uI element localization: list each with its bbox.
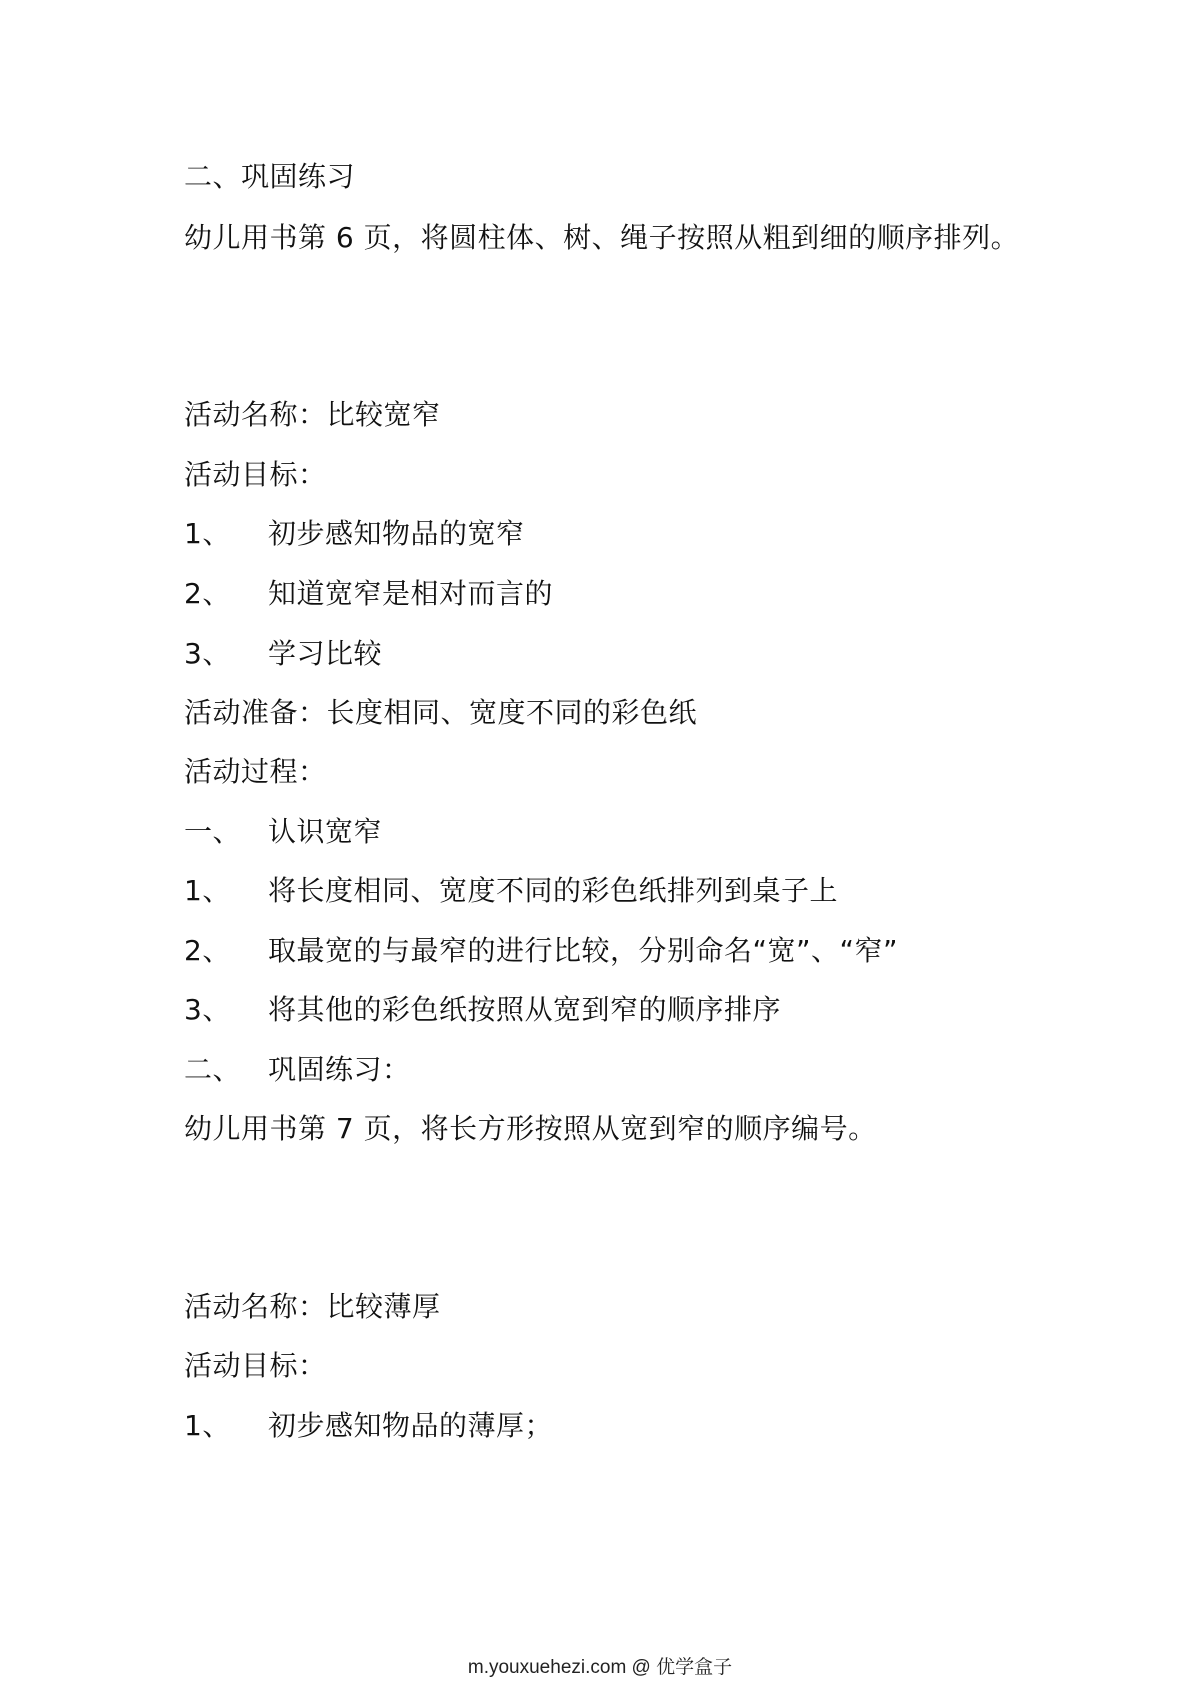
list-number: 1、 [184,874,231,907]
list-item [184,931,898,971]
step-number: 二、 [184,1053,242,1086]
prep-line: 活动准备：长度相同、宽度不同的彩色纸 [184,696,698,729]
step-heading [184,812,382,852]
list-item [184,871,838,911]
paragraph: 幼儿用书第 6 页，将圆柱体、树、绳子按照从粗到细的顺序排列。 [184,221,1020,254]
step-text: 认识宽窄 [268,815,383,848]
list-number: 1、 [184,517,231,550]
list-text: 学习比较 [268,637,383,670]
goals-label: 活动目标： [184,1349,327,1382]
list-number: 2、 [184,577,231,610]
list-text: 初步感知物品的宽窄 [268,517,525,550]
list-item [184,514,525,554]
list-item [184,1406,553,1446]
paragraph: 幼儿用书第 7 页，将长方形按照从宽到窄的顺序编号。 [184,1112,877,1145]
list-number: 2、 [184,934,231,967]
list-text: 将长度相同、宽度不同的彩色纸排列到桌子上 [268,874,839,907]
section-heading: 二、巩固练习 [184,160,356,193]
process-label: 活动过程： [184,755,327,788]
step-heading [184,1050,411,1090]
list-text: 取最宽的与最窄的进行比较，分别命名“宽”、“窄” [268,934,899,967]
list-number: 3、 [184,993,231,1026]
list-item [184,634,382,674]
activity-title: 活动名称：比较宽窄 [184,398,441,431]
footer-watermark: m.youxuehezi.com @ 优学盒子 [467,1657,733,1678]
list-number: 1、 [184,1409,231,1442]
list-text: 初步感知物品的薄厚； [268,1409,554,1442]
list-item [184,990,781,1030]
activity-title: 活动名称：比较薄厚 [184,1290,441,1323]
list-text: 将其他的彩色纸按照从宽到窄的顺序排序 [268,993,782,1026]
goals-label: 活动目标： [184,458,327,491]
list-item [184,574,553,614]
step-text: 巩固练习： [268,1053,411,1086]
list-number: 3、 [184,637,231,670]
step-number: 一、 [184,815,242,848]
list-text: 知道宽窄是相对而言的 [268,577,554,610]
